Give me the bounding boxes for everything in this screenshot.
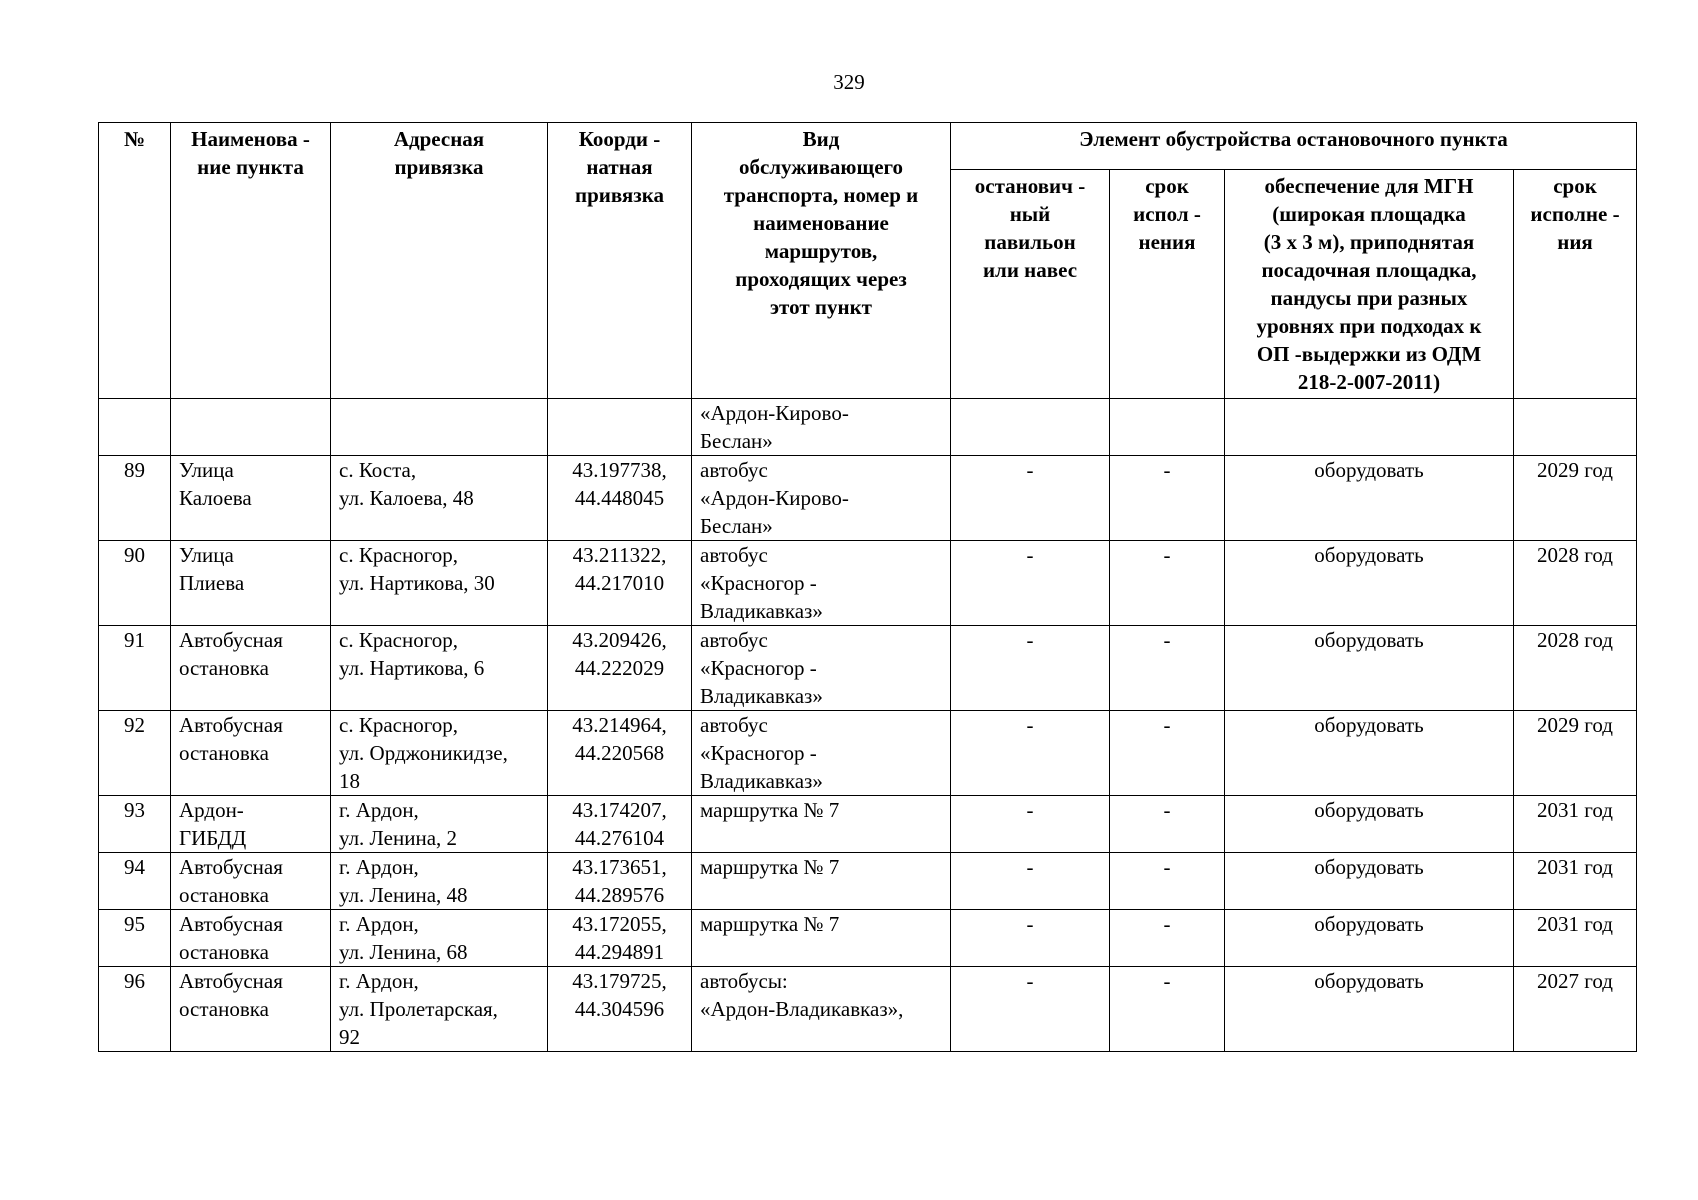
cell-name: Автобусная остановка	[171, 853, 331, 910]
continuation-row	[99, 399, 1637, 456]
cell-name: Автобусная остановка	[171, 967, 331, 1052]
cell-name: Улица Плиева	[171, 541, 331, 626]
table-row	[99, 967, 1637, 1052]
cell-coords: 43.211322, 44.217010	[548, 541, 692, 626]
cell-num: 94	[99, 853, 171, 910]
cell-term: 2031 год	[1514, 853, 1637, 910]
cell-pavilion: -	[951, 967, 1110, 1052]
cell-transport: автобус «Красногор - Владикавказ»	[692, 626, 951, 711]
cell-pavilion: -	[951, 626, 1110, 711]
table-row	[99, 456, 1637, 541]
cell-pavilion-term: -	[1110, 910, 1225, 967]
cell-address: г. Ардон, ул. Ленина, 2	[331, 796, 548, 853]
cell-term: 2029 год	[1514, 711, 1637, 796]
header-mgn-term: срок исполне - ния	[1514, 170, 1637, 399]
table-row	[99, 910, 1637, 967]
cell-term: 2028 год	[1514, 541, 1637, 626]
table-row	[99, 541, 1637, 626]
cell-address: г. Ардон, ул. Ленина, 48	[331, 853, 548, 910]
table-row	[99, 796, 1637, 853]
cell-num: 93	[99, 796, 171, 853]
cell-transport: автобус «Красногор - Владикавказ»	[692, 711, 951, 796]
cell-num: 95	[99, 910, 171, 967]
cell-address: с. Красногор, ул. Нартикова, 30	[331, 541, 548, 626]
header-transport: Вид обслуживающего транспорта, номер и наименование маршрутов, проходящих через этот пункт	[692, 123, 951, 399]
cell-name: Улица Калоева	[171, 456, 331, 541]
cell-transport: автобусы: «Ардон-Владикавказ»,	[692, 967, 951, 1052]
cell-mgn: оборудовать	[1225, 853, 1514, 910]
cell-term: 2028 год	[1514, 626, 1637, 711]
cell-coords: 43.173651, 44.289576	[548, 853, 692, 910]
cell-num: 90	[99, 541, 171, 626]
cell-coords: 43.197738, 44.448045	[548, 456, 692, 541]
cell-transport: маршрутка № 7	[692, 853, 951, 910]
header-coords: Коорди - натная привязка	[548, 123, 692, 399]
header-pavilion-term: срок испол - нения	[1110, 170, 1225, 399]
table-row	[99, 626, 1637, 711]
cell-pavilion: -	[951, 711, 1110, 796]
cell-name: Автобусная остановка	[171, 626, 331, 711]
cell-coords: 43.214964, 44.220568	[548, 711, 692, 796]
cell-term: 2031 год	[1514, 796, 1637, 853]
cell-name: Автобусная остановка	[171, 711, 331, 796]
cell-mgn: оборудовать	[1225, 711, 1514, 796]
cell-pavilion-term: -	[1110, 853, 1225, 910]
cell-mgn: оборудовать	[1225, 456, 1514, 541]
cell-pavilion: -	[951, 910, 1110, 967]
cell-address: г. Ардон, ул. Ленина, 68	[331, 910, 548, 967]
cell-term: 2029 год	[1514, 456, 1637, 541]
cell-num: 89	[99, 456, 171, 541]
cell-pavilion: -	[951, 541, 1110, 626]
cell-name: Автобусная остановка	[171, 910, 331, 967]
page-number: 329	[833, 70, 865, 94]
header-name: Наименова - ние пункта	[171, 123, 331, 399]
cell-mgn: оборудовать	[1225, 626, 1514, 711]
header-num: №	[99, 123, 171, 399]
cell-pavilion-term: -	[1110, 967, 1225, 1052]
cell-mgn: оборудовать	[1225, 967, 1514, 1052]
cell-term: 2027 год	[1514, 967, 1637, 1052]
cell-num: 96	[99, 967, 171, 1052]
bus-stops-table	[98, 122, 1637, 1052]
header-group: Элемент обустройства остановочного пункта	[951, 123, 1637, 170]
header-row-top	[99, 123, 1637, 170]
cell-address: с. Красногор, ул. Орджоникидзе, 18	[331, 711, 548, 796]
cell-address: с. Коста, ул. Калоева, 48	[331, 456, 548, 541]
cell-name: Ардон- ГИБДД	[171, 796, 331, 853]
header-pavilion: останович - ный павильон или навес	[951, 170, 1110, 399]
cell-pavilion: -	[951, 853, 1110, 910]
cell-coords: 43.172055, 44.294891	[548, 910, 692, 967]
header-mgn: обеспечение для МГН (широкая площадка (3 х 3 м), приподнятая посадочная площадка, пандусы при разных уровнях при подходах к ОП -выдержки из ОДМ 218-2-007-2011)	[1225, 170, 1514, 399]
cell-transport: автобус «Ардон-Кирово- Беслан»	[692, 456, 951, 541]
cell-pavilion-term: -	[1110, 711, 1225, 796]
cell-transport: маршрутка № 7	[692, 910, 951, 967]
cell-address: с. Красногор, ул. Нартикова, 6	[331, 626, 548, 711]
header-address: Адресная привязка	[331, 123, 548, 399]
cell-mgn: оборудовать	[1225, 541, 1514, 626]
table-row	[99, 853, 1637, 910]
cell-pavilion-term: -	[1110, 796, 1225, 853]
cell-coords: 43.174207, 44.276104	[548, 796, 692, 853]
cell-address: г. Ардон, ул. Пролетарская, 92	[331, 967, 548, 1052]
cell-mgn: оборудовать	[1225, 910, 1514, 967]
cell-pavilion-term: -	[1110, 456, 1225, 541]
cell-num: 92	[99, 711, 171, 796]
cell-pavilion-term: -	[1110, 541, 1225, 626]
cell-coords: 43.209426, 44.222029	[548, 626, 692, 711]
cell-coords: 43.179725, 44.304596	[548, 967, 692, 1052]
cell-mgn: оборудовать	[1225, 796, 1514, 853]
cell-term: 2031 год	[1514, 910, 1637, 967]
continuation-transport: «Ардон-Кирово- Беслан»	[692, 399, 951, 456]
cell-transport: маршрутка № 7	[692, 796, 951, 853]
cell-pavilion: -	[951, 456, 1110, 541]
cell-num: 91	[99, 626, 171, 711]
cell-transport: автобус «Красногор - Владикавказ»	[692, 541, 951, 626]
cell-pavilion-term: -	[1110, 626, 1225, 711]
cell-pavilion: -	[951, 796, 1110, 853]
table-row	[99, 711, 1637, 796]
